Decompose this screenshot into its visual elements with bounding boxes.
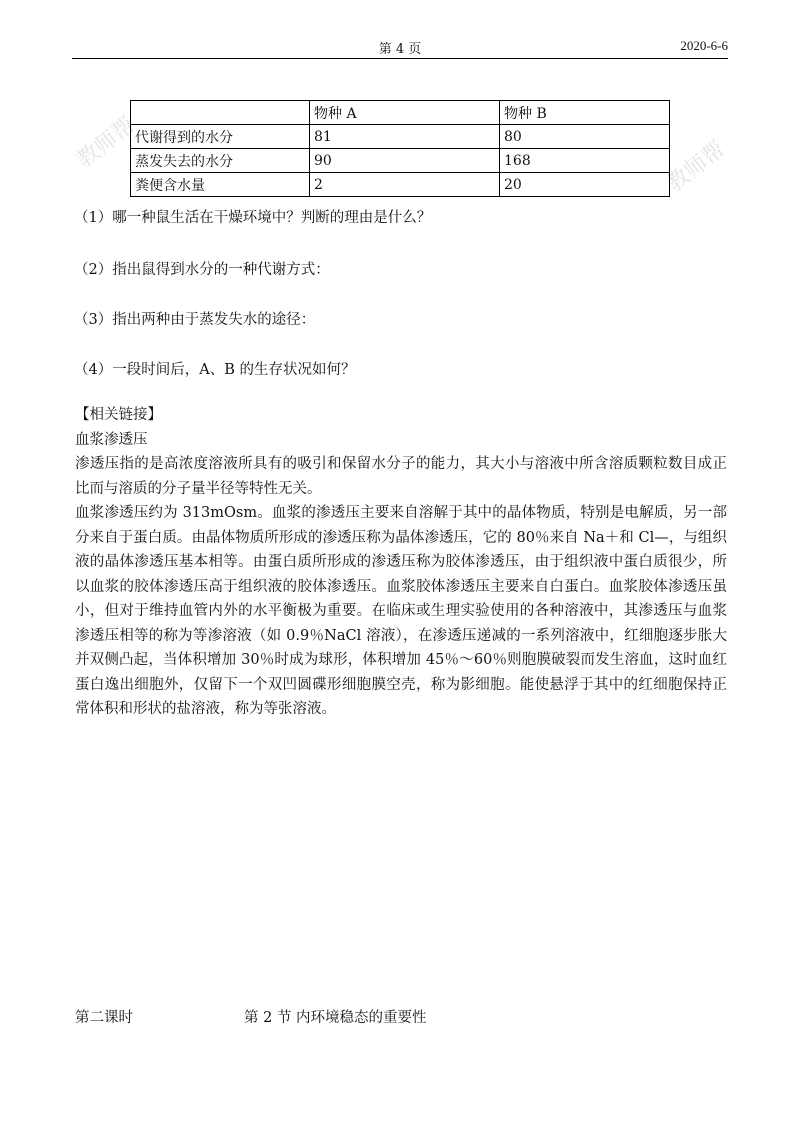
table-header-cell xyxy=(131,101,310,125)
question-4: （4）一段时间后，A、B 的生存状况如何？ xyxy=(74,362,356,378)
lesson-label: 第二课时 xyxy=(75,1010,133,1026)
section-subheading: 血浆渗透压 xyxy=(75,431,148,448)
section-title: 第 2 节 内环境稳态的重要性 xyxy=(244,1010,427,1026)
table-cell: 代谢得到的水分 xyxy=(131,125,310,149)
related-link-section xyxy=(75,403,727,722)
table-cell: 168 xyxy=(500,149,670,173)
paragraph-plasma-osmotic: 血浆渗透压约为 313mOsm。血浆的渗透压主要来自溶解于其中的晶体物质，特别是电解质，另一部分来自于蛋白质。由晶体物质所形成的渗透压称为晶体渗透压，它的 80％来自 Na＋和 Cl—，与组织液的晶体渗透压基本相等。由蛋白质所形成的渗透压称为胶体渗透压，由于组织液中蛋白质很少，所以血浆的胶体渗透压高于组织液的胶体渗透压。血浆胶体渗透压主要来自白蛋白。血浆胶体渗透压虽小，但对于维持血管内外的水平衡极为重要。在临床或生理实验使用的各种溶液中，其渗透压与血浆渗透压相等的称为等渗溶液（如 0.9％NaCl 溶液），在渗透压递减的一系列溶液中，红细胞逐步胀大并双侧凸起，当体积增加 30％时成为球形，体积增加 45％～60％则胞膜破裂而发生溶血，这时血红蛋白逸出细胞外，仅留下一个双凹圆碟形细胞膜空壳，称为影细胞。能使悬浮于其中的红细胞保持正常体积和形状的盐溶液，称为等张溶液。 xyxy=(75,505,727,717)
page-number: 第 4 页 xyxy=(378,42,422,57)
table-cell: 20 xyxy=(500,173,670,197)
watermark: 教师帮 xyxy=(662,136,730,198)
table-cell: 蒸发失去的水分 xyxy=(131,149,310,173)
page-header xyxy=(72,36,728,59)
section-heading: 【相关链接】 xyxy=(75,407,162,423)
table-row xyxy=(131,173,670,197)
question-2: （2）指出鼠得到水分的一种代谢方式： xyxy=(74,262,330,278)
data-table xyxy=(130,100,670,197)
table-row xyxy=(131,149,670,173)
question-3: （3）指出两种由于蒸发失水的途径： xyxy=(74,312,316,328)
question-1: （1）哪一种鼠生活在干燥环境中？判断的理由是什么？ xyxy=(74,210,432,226)
table-header-cell: 物种 B xyxy=(500,101,670,125)
table-cell: 2 xyxy=(310,173,500,197)
table-header-cell: 物种 A xyxy=(310,101,500,125)
table-cell: 81 xyxy=(310,125,500,149)
watermark: 教师帮 xyxy=(72,112,140,174)
header-date: 2020-6-6 xyxy=(680,38,728,53)
table-header-row xyxy=(131,101,670,125)
table-cell: 80 xyxy=(500,125,670,149)
table-cell: 粪便含水量 xyxy=(131,173,310,197)
table-row xyxy=(131,125,670,149)
table-cell: 90 xyxy=(310,149,500,173)
paragraph-definition: 渗透压指的是高浓度溶液所具有的吸引和保留水分子的能力，其大小与溶液中所含溶质颗粒数目成正比而与溶质的分子量半径等特性无关。 xyxy=(75,456,727,497)
